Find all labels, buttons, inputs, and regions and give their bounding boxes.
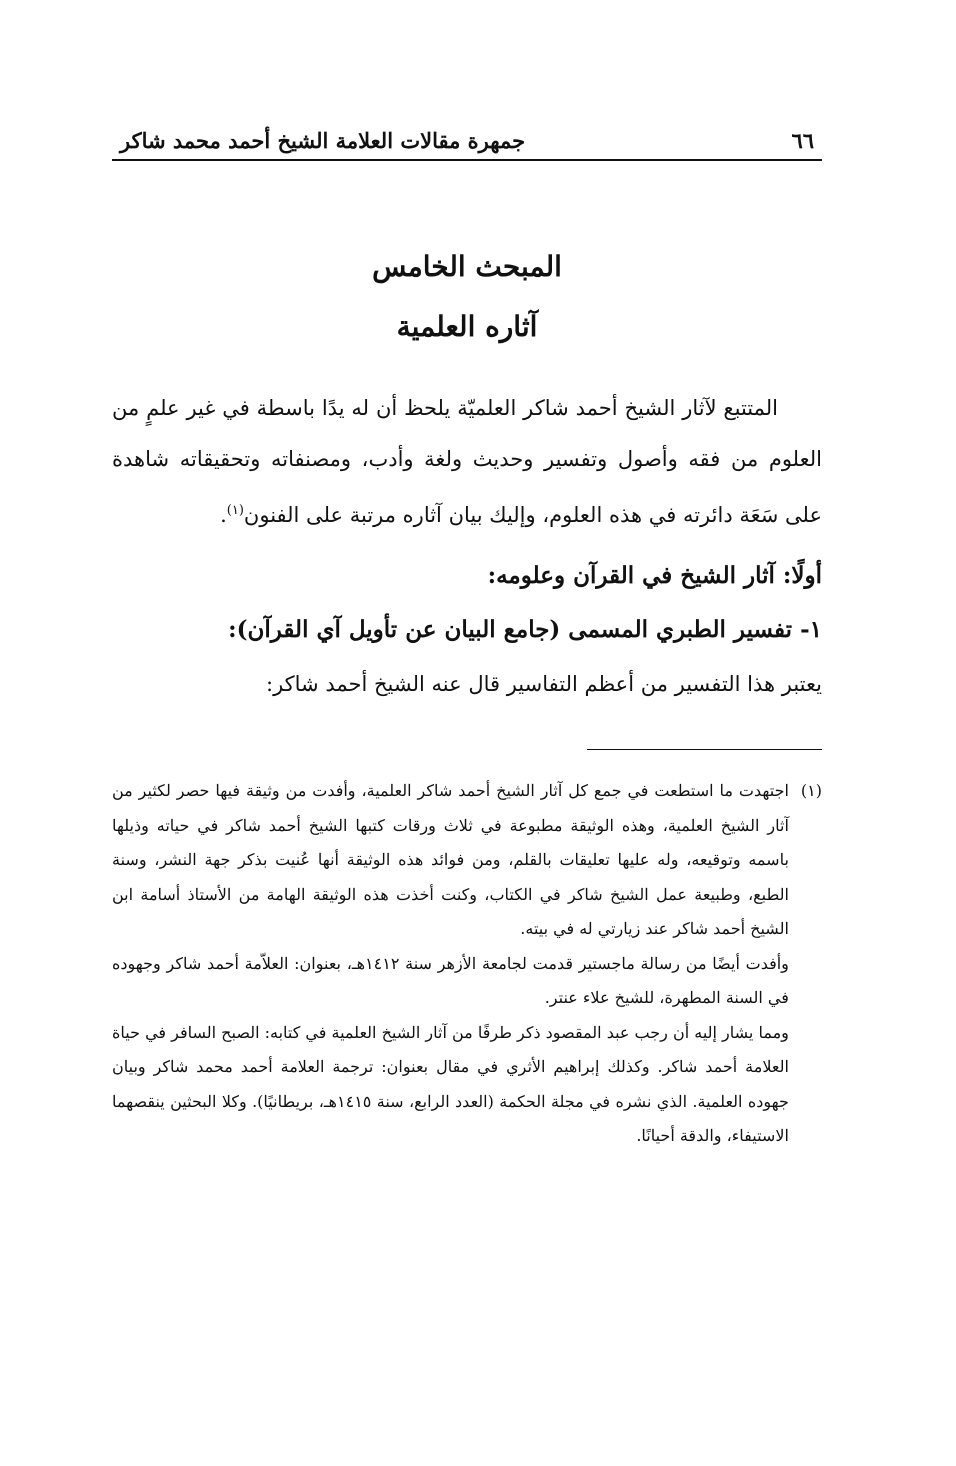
footnote-separator <box>587 749 822 750</box>
intro-end-punctuation: . <box>220 503 227 527</box>
chapter-title: المبحث الخامس <box>372 250 562 283</box>
item-heading: ١- تفسير الطبري المسمى (جامع البيان عن تأويل آي القرآن): <box>228 616 822 643</box>
chapter-heading <box>112 237 822 357</box>
footnote-paragraph: اجتهدت ما استطعت في جمع كل آثار الشيخ أحمد شاكر العلمية، وأفدت من وثيقة فيها حصر لكثير من آثار الشيخ العلمية، وهذه الوثيقة مطبوعة في ثلاث ورقات كتبها الشيخ أحمد شاكر في حياته وذيلها باسمه وتوقيعه، وله عليها تعليقات بالقلم، ومن فوائد هذه الوثيقة أنها عُنيت بذكر جهة النشر، وسنة الطبع، وطبيعة عمل الشيخ شاكر في الكتاب، وكنت أخذت هذه الوثيقة الهامة من الأستاذ أسامة ابن الشيخ أحمد شاكر عند زيارتي له في بيته. <box>112 781 789 938</box>
footnote <box>112 774 822 1154</box>
footnote-body <box>112 774 789 1154</box>
footnotes <box>112 774 822 1154</box>
item-intro-line: يعتبر هذا التفسير من أعظم التفاسير قال عنه الشيخ أحمد شاكر: <box>266 672 822 696</box>
running-title: جمهرة مقالات العلامة الشيخ أحمد محمد شاكر <box>120 128 526 153</box>
intro-paragraph <box>112 383 822 541</box>
book-page <box>112 128 822 1154</box>
footnote-paragraph: وأفدت أيضًا من رسالة ماجستير قدمت لجامعة الأزهر سنة ١٤١٢هـ، بعنوان: العلاّمة أحمد شاكر وجهوده في السنة المطهرة، للشيخ علاء عنتر. <box>112 953 789 1007</box>
section-heading: أولًا: آثار الشيخ في القرآن وعلومه: <box>487 562 822 589</box>
running-header <box>112 128 822 161</box>
chapter-subtitle: آثاره العلمية <box>396 310 538 343</box>
footnote-paragraph: ومما يشار إليه أن رجب عبد المقصود ذكر طرفًا من آثار الشيخ العلمية في كتابه: الصبح السافر في حياة العلامة أحمد شاكر. وكذلك إبراهيم الأثري في مقال بعنوان: ترجمة العلامة أحمد محمد شاكر وبيان جهوده العلمية. الذي نشره في مجلة الحكمة (العدد الرابع، سنة ١٤١٥هـ، بريطانيًا). وكلا البحثين ينقصهما الاستيفاء، والدقة أحيانًا. <box>112 1022 789 1145</box>
footnote-reference: (١) <box>226 503 244 518</box>
intro-text: المتتبع لآثار الشيخ أحمد شاكر العلميّة يلحظ أن له يدًا باسطة في غير علمٍ من العلوم من فقه وأصول وتفسير وحديث ولغة وأدب، ومصنفاته وتحقيقاته شاهدة على سَعَة دائرته في هذه العلوم، وإليك بيان آثاره مرتبة على الفنون <box>112 396 822 527</box>
footnote-marker: (١) <box>800 781 822 800</box>
page-number: ٦٦ <box>791 128 814 153</box>
